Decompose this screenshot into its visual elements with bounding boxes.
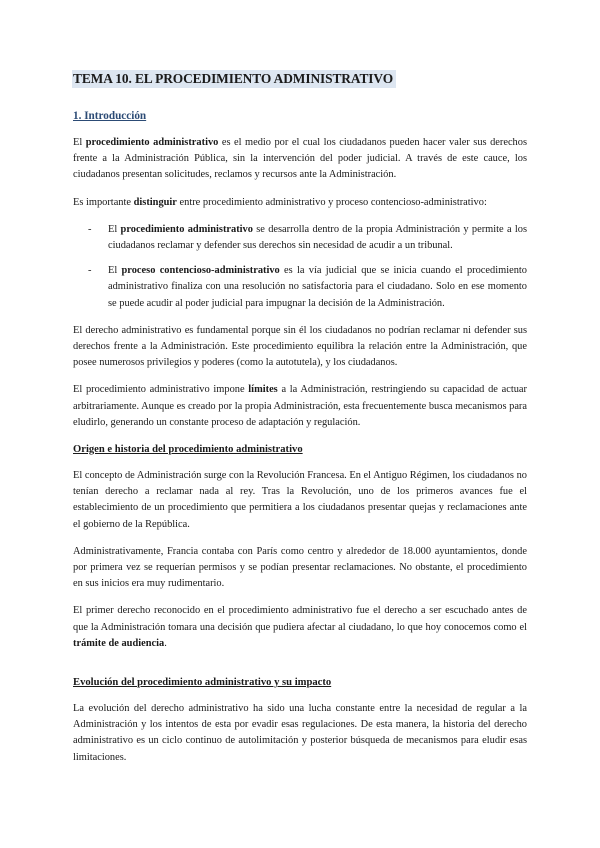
list-item [73, 222, 527, 254]
bold-term: procedimiento administrativo [85, 137, 219, 148]
text-run: El procedimiento administrativo impone [73, 384, 249, 396]
distinction-list [73, 222, 527, 312]
paragraph-evolucion-1: La evolución del derecho administrativo ha sido una lucha constante entre la necesidad de regular a la Administración y los intentos de esta por evadir esas regulaciones. De esta manera, la historia del derecho administrativo es un ciclo continuo de autolimitación y posterior búsqueda de mecanismos para eludir esas limitaciones. [73, 703, 527, 763]
text-run: El [108, 265, 122, 277]
paragraph-origen-2: Administrativamente, Francia contaba con París como centro y alrededor de 18.000 ayuntamientos, donde por primera vez se requerían permisos y se podían presentar reclamaciones. No obstante, el procedimiento en sus inicios era muy rudimentario. [73, 545, 527, 590]
section-heading-evolucion: Evolución del procedimiento administrativo y su impacto [73, 677, 332, 689]
text-run: entre procedimiento administrativo y proceso contencioso-administrativo: [176, 196, 487, 208]
paragraph-intro-2 [73, 195, 527, 211]
paragraph-origen-1: El concepto de Administración surge con la Revolución Francesa. En el Antiguo Régimen, los ciudadanos no tenían derecho a reclamar nada al rey. Tras la Revolución, uno de los primeros avances fue el establecimiento de un procedimiento que permitiera a los ciudadanos presentar quejas y reclamaciones ante el gobierno de la República. [73, 470, 527, 530]
bold-term: procedimiento administrativo [120, 223, 253, 235]
dash-bullet: - [88, 223, 92, 235]
bold-term: distinguir [133, 196, 177, 208]
paragraph-intro-1 [73, 135, 527, 184]
bold-term: proceso contencioso-administrativo [121, 265, 280, 277]
list-item [73, 263, 527, 312]
dash-bullet: - [88, 265, 92, 277]
text-run: El [73, 137, 86, 148]
bold-term: trámite de audiencia [73, 637, 165, 649]
text-run: . [164, 637, 167, 649]
bold-term: límites [248, 384, 278, 396]
text-run: es la vía judicial que se inicia cuando el procedimiento administrativo finaliza con una resolución no satisfactoria para el ciudadano. Solo en ese momento se puede acudir al poder judicial para impugnar la decisión de la Administración. [108, 265, 527, 309]
text-run: Es importante [73, 196, 134, 208]
paragraph-intro-3: El derecho administrativo es fundamental porque sin él los ciudadanos no podrían reclamar ni defender sus derechos frente a la Administración. Este procedimiento equilibra la relación entre la Administración, que posee numerosos privilegios y poderes (como la autotutela), y los ciudadanos. [73, 324, 527, 369]
section-heading-origen: Origen e historia del procedimiento administrativo [73, 444, 303, 456]
text-run: El [108, 223, 121, 235]
document-page [73, 70, 527, 777]
text-run: se desarrolla dentro de la propia Administración y permite a los ciudadanos reclamar y defender sus derechos sin necesidad de acudir a un tribunal. [108, 223, 527, 252]
text-run: es el medio por el cual los ciudadanos pueden hacer valer sus derechos frente a la Administración Pública, sin la intervención del poder judicial. A través de este cauce, los ciudadanos presentan solicitudes, reclamos y recursos ante la Administración. [73, 137, 527, 181]
document-title: TEMA 10. EL PROCEDIMIENTO ADMINISTRATIVO [72, 70, 396, 88]
section-heading-introduccion: 1. Introducción [73, 110, 147, 122]
paragraph-intro-4 [73, 382, 527, 431]
paragraph-origen-3 [73, 603, 527, 652]
text-run: a la Administración, restringiendo su capacidad de actuar arbitrariamente. Aunque es creado por la propia Administración, esta frecuentemente busca mecanismos para eludirlo, generando un constante proceso de adaptación y regulación. [73, 384, 527, 428]
text-run: El primer derecho reconocido en el procedimiento administrativo fue el derecho a ser escuchado antes de que la Administración tomara una decisión que pudiera afectar al ciudadano, lo que hoy conocemos como el [73, 605, 527, 633]
